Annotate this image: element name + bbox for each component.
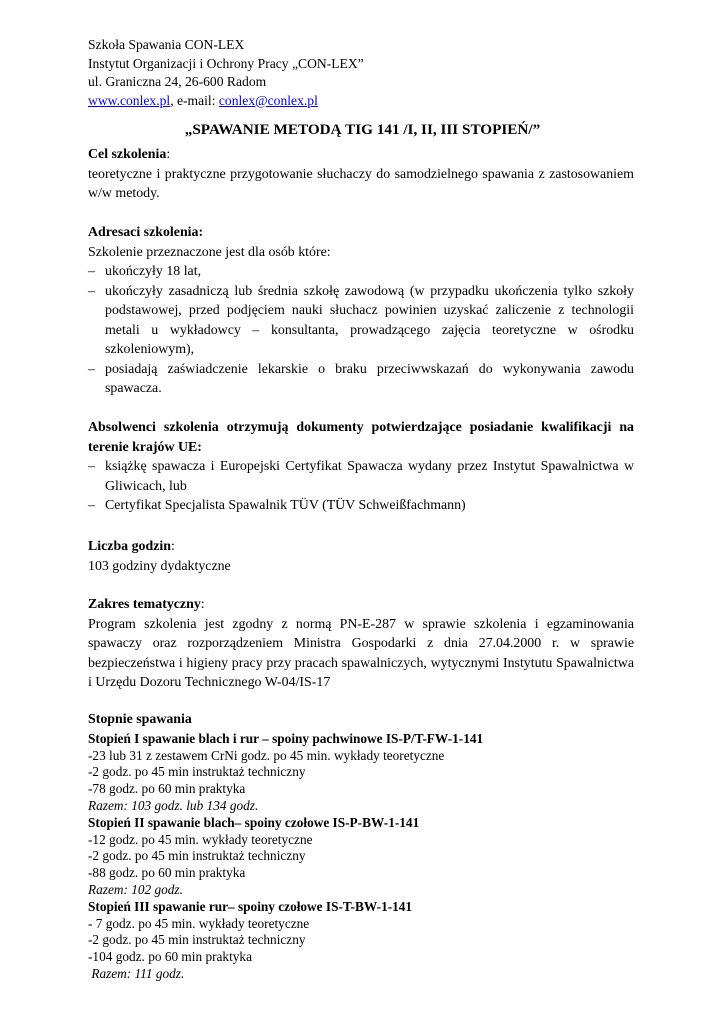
stage-3-line: - 7 godz. po 45 min. wykłady teoretyczne	[88, 915, 310, 931]
stage-1-total: Razem: 103 godz. lub 134 godz.	[88, 797, 259, 813]
school-name: Szkoła Spawania CON-LEX	[88, 37, 245, 52]
list-item: – posiadają zaświadczenie lekarskie o braku przeciwwskazań do wykonywania zawodu spawacza.	[88, 360, 634, 399]
stage-2-line: -12 godz. po 45 min. wykłady teoretyczne	[88, 831, 313, 847]
goal-text: teoretyczne i praktyczne przygotowanie słuchaczy do samodzielnego spawania z zastosowaniem w/w metody.	[88, 166, 634, 201]
audience-intro: Szkolenie przeznaczone jest dla osób które:	[88, 244, 331, 260]
stage-1-line: -2 godz. po 45 min instruktaż techniczny	[88, 764, 306, 780]
address: ul. Graniczna 24, 26-600 Radom	[88, 74, 267, 89]
document-title: „SPAWANIE METODĄ TIG 141 /I, II, III STOPIEŃ/”	[184, 121, 541, 138]
contact-separator: , e-mail:	[170, 92, 219, 108]
graduates-heading: Absolwenci szkolenia otrzymują dokumenty potwierdzające posiadanie kwalifikacji na terenie krajów UE:	[88, 420, 634, 455]
audience-list	[88, 262, 634, 399]
letterhead	[88, 36, 364, 110]
audience-heading: Adresaci szkolenia:	[88, 225, 204, 240]
hours-colon: :	[170, 539, 175, 554]
email-link[interactable]: conlex@conlex.pl	[218, 92, 318, 108]
website-link[interactable]: www.conlex.pl	[88, 92, 171, 108]
graduates-list	[88, 457, 634, 516]
goal-colon: :	[166, 147, 171, 162]
scope-label: Zakres tematyczny	[88, 597, 201, 612]
levels-section	[88, 712, 648, 983]
institute-name: Instytut Organizacji i Ochrony Pracy „CON-LEX”	[88, 55, 364, 71]
hours-heading	[88, 537, 634, 557]
list-item: – książkę spawacza i Europejski Certyfikat Spawacza wydany przez Instytut Spawalnictwa w Gliwicach, lub	[88, 457, 634, 496]
graduates-section	[88, 418, 634, 516]
list-item: – Certyfikat Specjalista Spawalnik TÜV (TÜV Schweißfachmann)	[88, 496, 634, 516]
levels-heading: Stopnie spawania	[88, 712, 192, 727]
scope-text: Program szkolenia jest zgodny z normą PN-E-287 w sprawie szkolenia i egzaminowania spawaczy oraz rozporządzeniem Ministra Gospodarki z dnia 27.04.2000 r. w sprawie bezpieczeństwa i higieny pracy przy pracach spawalniczych, wytycznymi Instytutu Spawalnictwa i Urzędu Dozoru Technicznego W-04/IS-17	[88, 616, 634, 690]
stage-2-line: -88 godz. po 60 min praktyka	[88, 865, 246, 881]
stage-2-total: Razem: 102 godz.	[88, 881, 183, 897]
goal-heading	[88, 145, 634, 165]
stage-1-line: -78 godz. po 60 min praktyka	[88, 781, 246, 797]
scope-section	[88, 595, 634, 693]
stage-3-total: Razem: 111 godz.	[88, 965, 185, 981]
stage-1-title: Stopień I spawanie blach i rur – spoiny pachwinowe IS-P/T-FW-1-141	[88, 730, 484, 746]
audience-section	[88, 223, 634, 399]
hours-section	[88, 537, 634, 576]
scope-colon: :	[200, 597, 205, 612]
list-item: – ukończyły zasadniczą lub średnia szkołę zawodową (w przypadku ukończenia tylko szkoły podstawowej, przed podjęciem nauki słuchacz powinien uzyskać zaliczenie z technologii metali u wykładowcy – konsultanta, prowadzącego zajęcia teoretyczne w ośrodku szkoleniowym),	[88, 282, 634, 360]
stage-1-line: -23 lub 31 z zestawem CrNi godz. po 45 min. wykłady teoretyczne	[88, 747, 445, 763]
goal-label: Cel szkolenia	[88, 147, 167, 162]
list-item: – ukończyły 18 lat,	[88, 262, 634, 282]
stage-3-line: -104 godz. po 60 min praktyka	[88, 949, 252, 965]
stage-2-title: Stopień II spawanie blach– spoiny czołowe IS-P-BW-1-141	[88, 814, 420, 830]
stage-3-title: Stopień III spawanie rur– spoiny czołowe IS-T-BW-1-141	[88, 898, 413, 914]
hours-text: 103 godziny dydaktyczne	[88, 558, 231, 574]
stage-3-line: -2 godz. po 45 min instruktaż techniczny	[88, 932, 306, 948]
stage-2-line: -2 godz. po 45 min instruktaż techniczny	[88, 848, 306, 864]
scope-heading	[88, 595, 634, 615]
contact-line	[88, 92, 364, 111]
hours-label: Liczba godzin	[88, 539, 171, 554]
goal-section	[88, 145, 634, 204]
